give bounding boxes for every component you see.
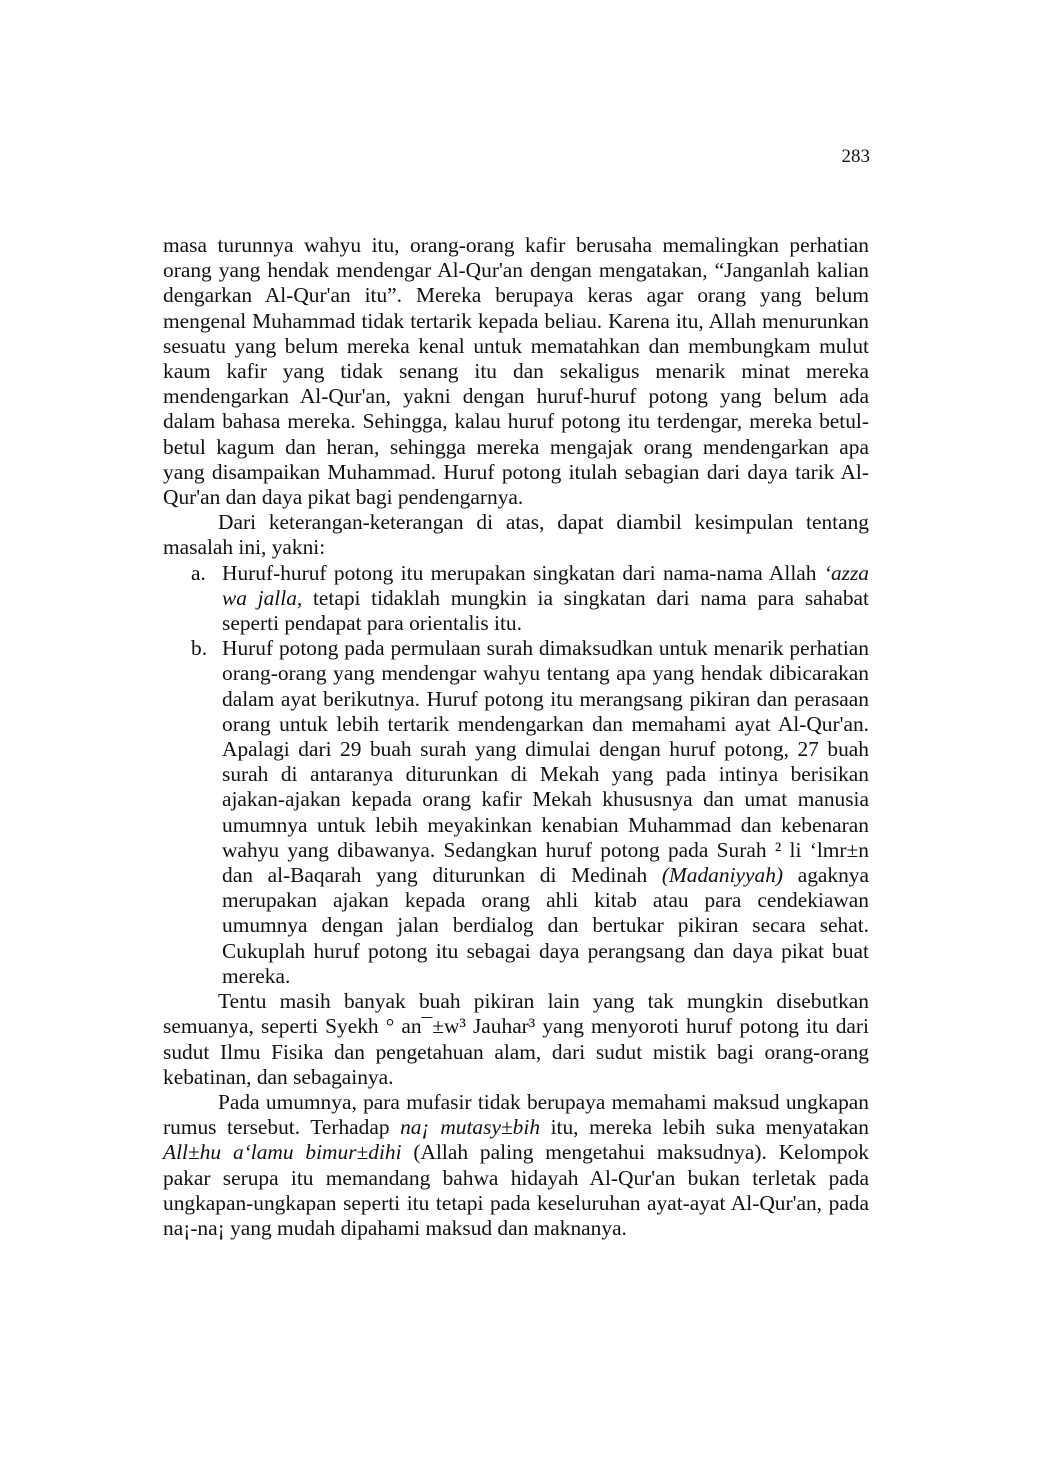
list-item-italic: (Madaniyyah)	[661, 863, 784, 888]
list-item-text: Huruf potong pada permulaan surah dimaksudkan untuk menarik perhatian orang-orang yang mendengar wahyu tentang apa yang hendak dibicarakan dalam ayat berikutnya. Huruf potong itu merangsang pikiran dan perasaan orang untuk lebih tertarik mendengarkan dan memahami ayat Al-Qur'an. Apalagi dari 29 buah surah yang dimulai dengan huruf potong, 27 buah surah di antaranya diturunkan di Mekah yang pada intinya berisikan ajakan-ajakan kepada orang kafir Mekah khususnya dan umat manusia umumnya untuk lebih meyakinkan kenabian Muhammad dan kebenaran wahyu yang dibawanya. Sedangkan huruf potong pada Surah ² li ‘lmr±n dan al-Baqarah yang diturunkan di Medinah	[222, 636, 869, 888]
paragraph-2: Dari keterangan-keterangan di atas, dapat diambil kesimpulan tentang masalah ini, yakni:	[163, 510, 869, 560]
paragraph-4-text: (Allah paling mengetahui maksudnya). Kelompok pakar serupa itu memandang bahwa hidayah Al-Qur'an bukan terletak pada ungkapan-ungkapan seperti itu tetapi pada keseluruhan ayat-ayat Al-Qur'an, pada na¡-na¡ yang mudah dipahami maksud dan maknanya.	[163, 1140, 870, 1240]
paragraph-4	[163, 1090, 869, 1241]
paragraph-4-italic: na¡ mutasy±bih	[400, 1115, 541, 1140]
body-text	[163, 233, 869, 1241]
paragraph-3: Tentu masih banyak buah pikiran lain yang tak mungkin disebutkan semuanya, seperti Syekh ° an¯±w³ Jauhar³ yang menyoroti huruf potong itu dari sudut Ilmu Fisika dan pengetahuan alam, dari sudut mistik bagi orang-orang kebatinan, dan sebagainya.	[163, 989, 869, 1089]
list-item	[163, 561, 869, 637]
list-item-text: agaknya merupakan ajakan kepada orang ahli kitab atau para cendekiawan umumnya dengan jalan berdialog dan bertukar pikiran secara sehat. Cukuplah huruf potong itu sebagai daya perangsang dan daya pikat buat mereka.	[222, 863, 869, 988]
list-item-italic: ‘azza wa jalla,	[222, 560, 869, 610]
list-marker: b.	[191, 636, 208, 661]
list-item-text: tetapi tidaklah mungkin ia singkatan dari nama para sahabat seperti pendapat para orientalis itu.	[222, 585, 869, 636]
paragraph-4-text: Pada umumnya, para mufasir tidak berupaya memahami maksud ungkapan rumus tersebut. Terhadap	[163, 1089, 869, 1140]
list-item-text: Huruf-huruf potong itu merupakan singkatan dari nama-nama Allah	[222, 560, 824, 585]
page-number: 283	[841, 146, 870, 167]
list-marker: a.	[191, 560, 206, 585]
paragraph-4-text: itu, mereka lebih suka menyatakan	[540, 1115, 869, 1140]
conclusion-list	[163, 561, 869, 989]
list-item	[163, 636, 869, 989]
paragraph-1: masa turunnya wahyu itu, orang-orang kafir berusaha memalingkan perhatian orang yang hendak mendengar Al-Qur'an dengan mengatakan, “Janganlah kalian dengarkan Al-Qur'an itu”. Mereka berupaya keras agar orang yang belum mengenal Muhammad tidak tertarik kepada beliau. Karena itu, Allah menurunkan sesuatu yang belum mereka kenal untuk mematahkan dan membungkam mulut kaum kafir yang tidak senang itu dan sekaligus menarik minat mereka mendengarkan Al-Qur'an, yakni dengan huruf-huruf potong yang belum ada dalam bahasa mereka. Sehingga, kalau huruf potong itu terdengar, mereka betul-betul kagum dan heran, sehingga mereka mengajak orang mendengarkan apa yang disampaikan Muhammad. Huruf potong itulah sebagian dari daya tarik Al-Qur'an dan daya pikat bagi pendengarnya.	[163, 233, 869, 510]
paragraph-4-italic: All±hu a‘lamu bimur±dihi	[163, 1140, 402, 1165]
